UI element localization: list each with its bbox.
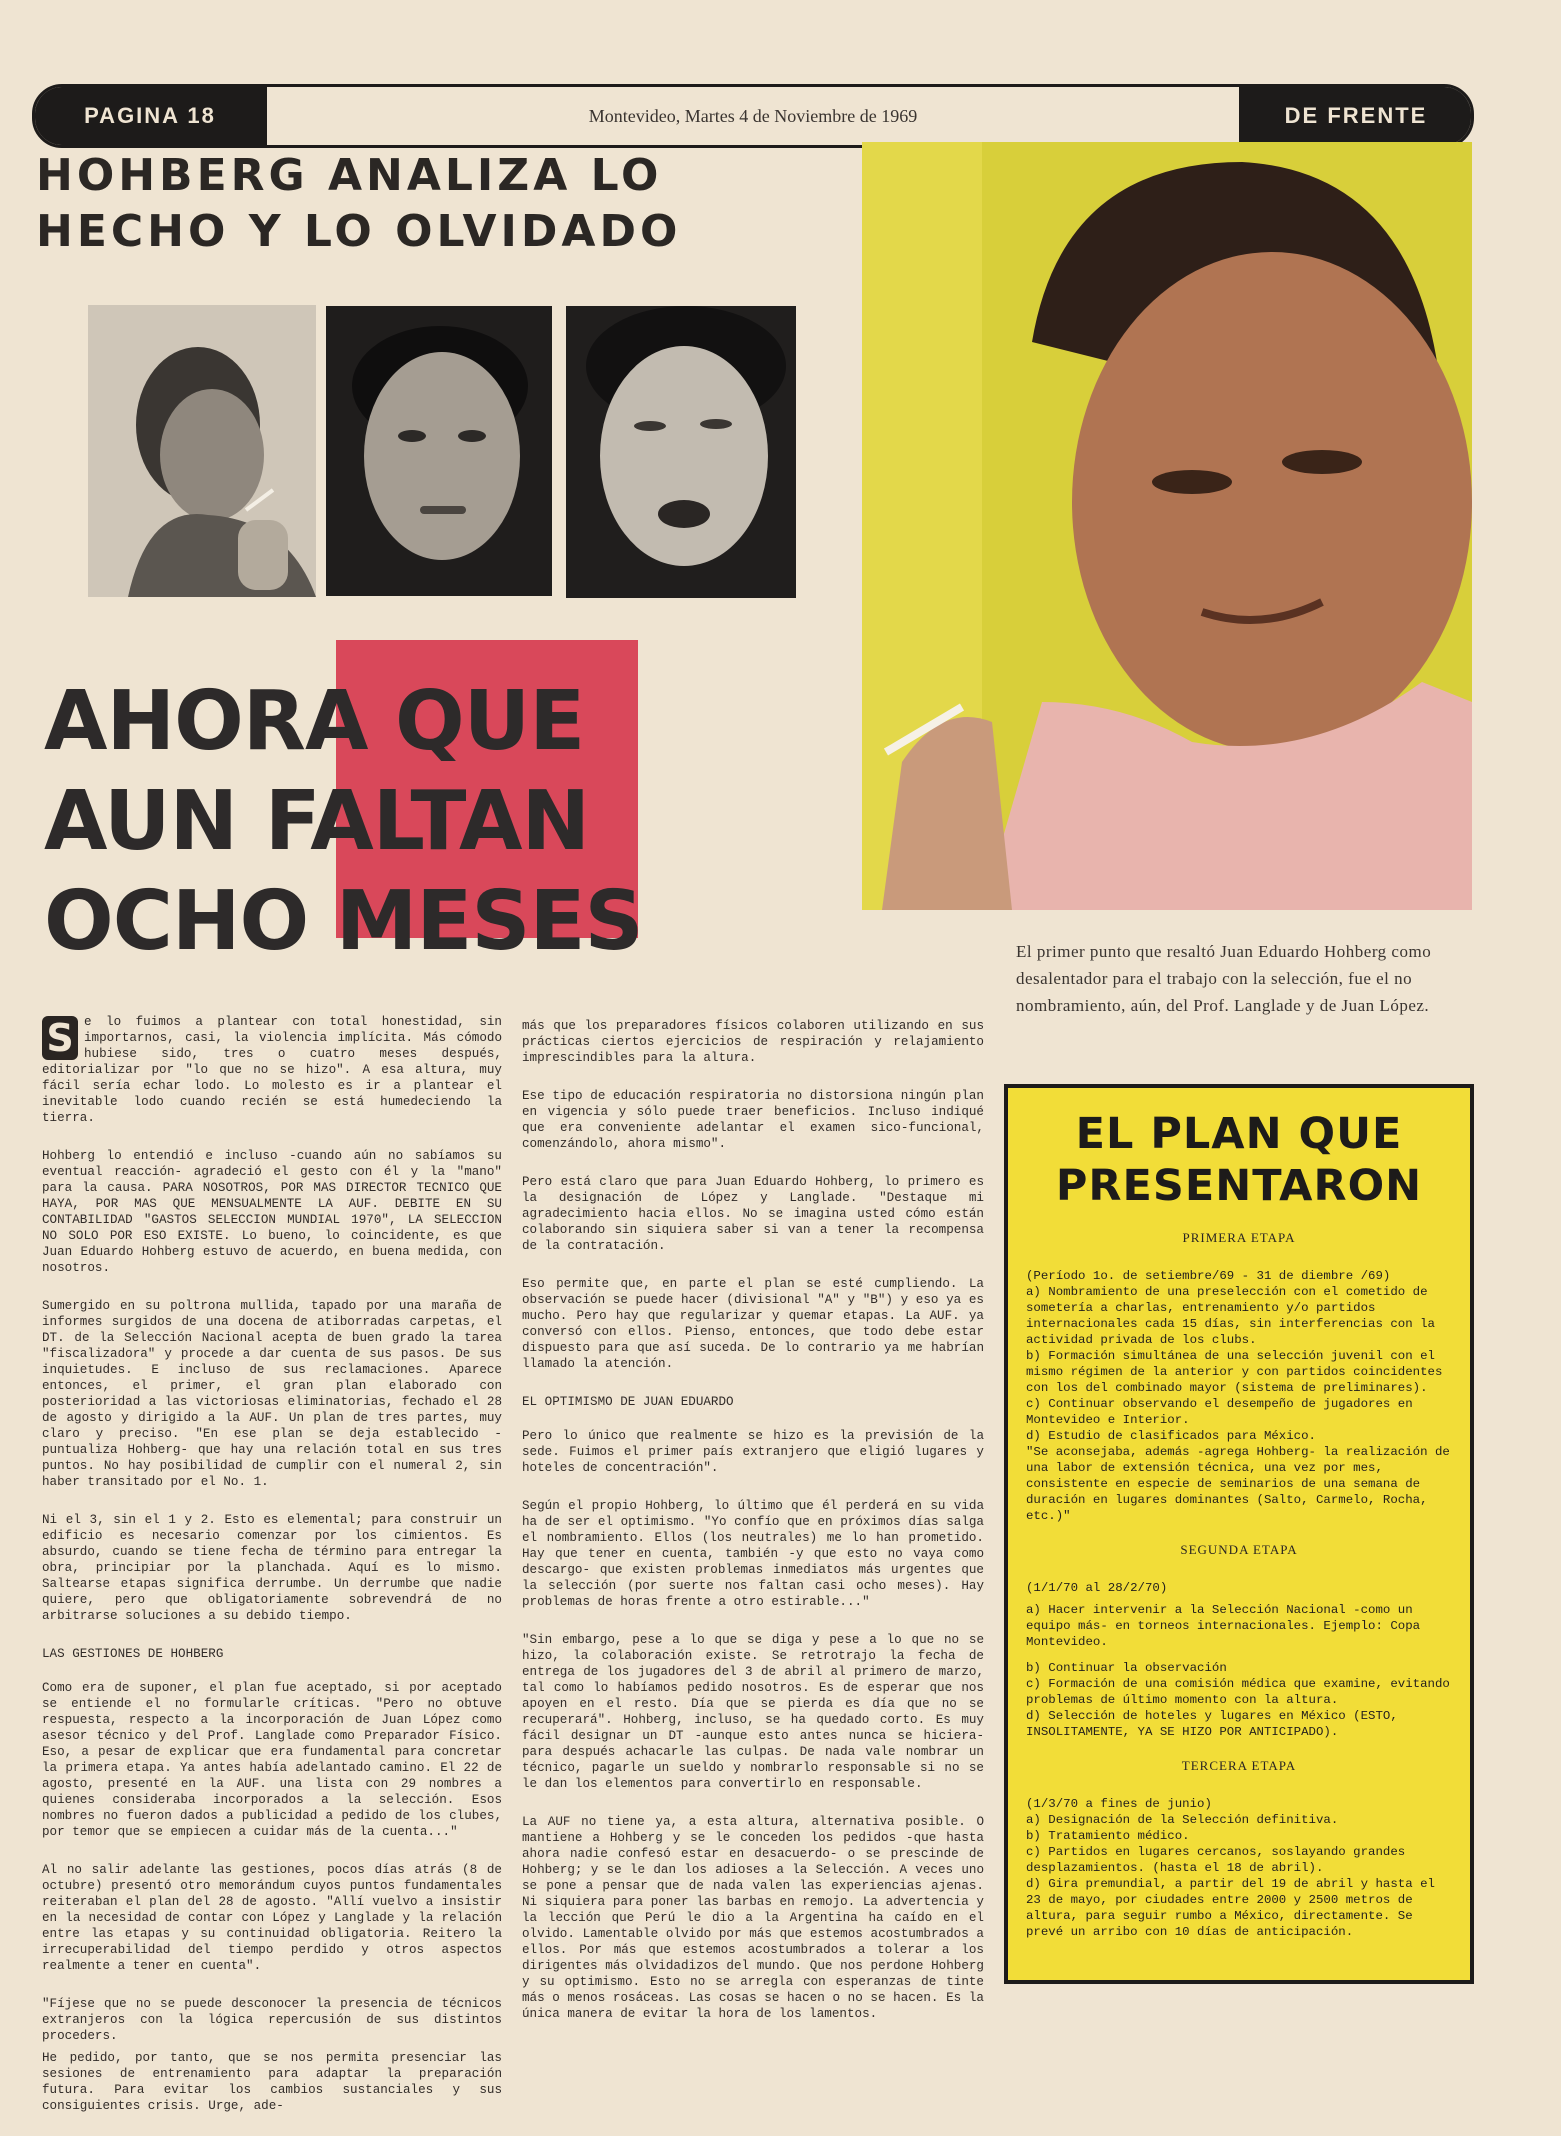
subheading: EL OPTIMISMO DE JUAN EDUARDO — [522, 1395, 734, 1409]
article-column-1 — [42, 1014, 502, 2136]
paragraph: Pero está claro que para Juan Eduardo Hohberg, lo primero es la designación de López y Langlade. "Destaque mi agradecimiento hacia ellos. No se imagina usted cómo están colaborando sin siquiera saber si van a tener la recompensa de la contratación. — [522, 1175, 984, 1253]
paragraph: Ni el 3, sin el 1 y 2. Esto es elemental; para construir un edificio es necesario comenzar por los cimientos. Es absurdo, cuando se tiene fecha de término para entregar la obra, principiar por la planchada. Aquí es lo mismo. Saltearse etapas significa derrumbe. Un derrumbe que nadie quiere, pero que obligatoriamente sobrevendrá de no arbitrarse soluciones a su debido tiempo. — [42, 1513, 502, 1623]
page-number: PAGINA 18 — [35, 87, 265, 145]
header-band — [32, 84, 1474, 148]
paragraph: más que los preparadores físicos colaboren utilizando en sus prácticas ciertos ejercicios de respiración y relajamiento imprescindibles para la altura. — [522, 1019, 984, 1065]
stage-3-body: (1/3/70 a fines de junio) a) Designación de la Selección definitiva. b) Tratamiento médico. c) Partidos en lugares cercanos, soslayando grandes desplazamientos. (hasta el 18 de abril). d) Gira premundial, a partir del 19 de abril y hasta el 23 de mayo, por ciudades entre 2000 y 2500 metros de altura, para seguir rumbo a México, directamente. Se prevé un arribo con 10 días de anticipación. — [1026, 1797, 1435, 1939]
paragraph: Como era de suponer, el plan fue aceptado, si por aceptado se entiende el no formularle críticas. "Pero no obtuve respuesta, respecto a la incorporación de Juan López como asesor técnico y del Prof. Langlade como Preparador Físico. Eso, a pesar de explicar que era fundamental para concretar la primera etapa. Ya antes había adelantado camino. El 22 de agosto, presenté en la AUF. una lista con 29 nombres a quienes consideraba incorporados a la selección. Esos nombres no fueron dados a publicidad a pedido de los clubes, por temor que se empiecen a cuidar más de la cuenta..." — [42, 1681, 502, 1839]
photo-smoking — [88, 305, 316, 597]
paragraph: He pedido, por tanto, que se nos permita presenciar las sesiones de entrenamiento para adaptar la preparación futura. Para evitar los cambios sustanciales y sus consiguientes crisis. Urge, ade- — [42, 2051, 502, 2113]
photo-portrait-tilted — [566, 306, 796, 598]
paragraph: La AUF no tiene ya, a esta altura, alternativa posible. O mantiene a Hohberg y se le conceden los pedidos -que hasta ahora nadie confesó estar en desacuerdo- o se prescinde de Hohberg; y se le dan los adioses a la Selección. A veces uno se pone a pensar que de nada valen las experiencias ajenas. Ni siquiera para poner las barbas en remojo. La advertencia y la lección que Perú le dio a la Argentina ha caído en el olvido. Lamentable olvido por más que estemos acostumbrados a ellos. Por más que estemos acostumbrados a tolerar a los dirigentes más olvidadizos del mundo. Que nos perdone Hohberg y su optimismo. Esto no se arregla con esperanzas de tinte más o menos rosáceas. Las cosas se hacen o no se hacen. Es la única manera de evitar la hora de los lamentos. — [522, 1815, 984, 2021]
paragraph: Hohberg lo entendió e incluso -cuando aún no sabíamos su eventual reacción- agradeció el gesto con él y la "mano" para la causa. PARA NOSOTROS, POR MAS DIRECTOR TECNICO QUE HAYA, POR MAS QUE MENSUALMENTE LA AUF. DEBITE EN SU CONTABILIDAD "GASTOS SELECCION MUNDIAL 1970", LA SELECCION NO SOLO POR ESO EXISTE. Lo bueno, lo coincidente, es que Juan Eduardo Hohberg estuvo de acuerdo, en buena medida, con nosotros. — [42, 1149, 502, 1275]
paragraph: Según el propio Hohberg, lo último que él perderá en su vida ha de ser el optimismo. "Yo confío que en próximos días salga el nombramiento. Ellos (los neutrales) me lo han prometido. Hay que tener en cuenta, también -y que esto no vaya como descargo- que existen problemas inmediatos más urgentes que la selección (por suerte nos faltan casi ocho meses). Hay problemas de horas frente a otro estirable..." — [522, 1499, 984, 1609]
newspaper-name: DE FRENTE — [1241, 87, 1471, 145]
stage-3-heading: TERCERA ETAPA — [1181, 1758, 1297, 1773]
stage-2-heading: SEGUNDA ETAPA — [1180, 1542, 1298, 1557]
subheading: LAS GESTIONES DE HOHBERG — [42, 1647, 224, 1661]
plan-box — [1004, 1084, 1474, 1984]
headline-main — [44, 672, 824, 972]
stage-2-body: (1/1/70 al 28/2/70) a) Hacer intervenir a la Selección Nacional -como un equipo más- en torneos internacionales. Ejemplo: Copa Montevideo. b) Continuar la observación c) Formación de una comisión médica que examine, evitando problemas de último momento con la altura. d) Selección de hoteles y lugares en México (ESTO, INSOLITAMENTE, YA SE HIZO POR ANTICIPADO). — [1026, 1581, 1450, 1739]
paragraph: "Fíjese que no se puede desconocer la presencia de técnicos extranjeros con la lógica repercusión de sus distintos proceders. — [42, 1997, 502, 2043]
stage-1-body: (Período 1o. de setiembre/69 - 31 de diembre /69) a) Nombramiento de una preselección con el cometido de sometería a charlas, entrenamiento y/o partidos internacionales cada 15 días, sin interferencias con la actividad privada de los clubs. b) Formación simultánea de una selección juvenil con el mismo régimen de la anterior y con partidos coincidentes con los del combinado mayor (sistema de preliminares). c) Continuar observando el desempeño de jugadores en Montevideo e Interior. d) Estudio de clasificados para México. "Se aconsejaba, además -agrega Hohberg- la realización de una labor de extensión técnica, una vez por mes, consistente en especie de seminarios de una semana de duración en lugares dominantes (Salto, Carmelo, Rocha, etc.)" — [1026, 1269, 1450, 1523]
headline-main-line-3: OCHO MESES — [44, 874, 643, 969]
paragraph: Pero lo único que realmente se hizo es la previsión de la sede. Fuimos el primer país extranjero que eligió lugares y hoteles de concentración". — [522, 1429, 984, 1475]
dateline: Montevideo, Martes 4 de Noviembre de 1969 — [265, 87, 1241, 145]
photo-caption: El primer punto que resaltó Juan Eduardo Hohberg como desalentador para el trabajo con la selección, fue el no nombramiento, aún, del Prof. Langlade y de Juan López. — [1016, 942, 1432, 1015]
dropcap: S — [42, 1016, 78, 1060]
article-column-2 — [522, 1018, 984, 2044]
stage-1-heading: PRIMERA ETAPA — [1182, 1230, 1296, 1245]
headline-main-line-2: AUN FALTAN — [44, 774, 590, 869]
paragraph: Sumergido en su poltrona mullida, tapado por una maraña de informes surgidos de una docena de atiborradas carpetas, el DT. de la Selección Nacional acepta de buen grado la tarea "fiscalizadora" y procede a dar cuenta de sus pasos. De sus inquietudes. E incluso de sus reclamaciones. Aparece entonces, el primer, el gran plan elaborado con posterioridad a las victoriosas eliminatorias, fechado el 28 de agosto y dirigido a la AUF. Un plan de tres partes, muy claro y preciso. "En ese plan se deja establecido -puntualiza Hohberg- que hay una relación total en sus tres puntos. No hay posibilidad de cumplir con el numeral 2, sin haber transitado por el No. 1. — [42, 1299, 502, 1489]
photo-portrait-front — [326, 306, 552, 596]
paragraph: "Sin embargo, pese a lo que se diga y pese a lo que no se hizo, la colaboración existe. Se retrotrajo la fecha de entrega de los jugadores del 3 de abril al primero de marzo, tal como lo habíamos pedido nosotros. Es de esperar que nos apoyen en el resto. Día que se pierda es día que no se recuperará". Hohberg, incluso, se ha quedado corto. Es muy fácil designar un DT -aunque esto antes nunca se hiciera- para después achacarle las culpas. De nada vale nombrar un técnico, pagarle un sueldo y nombrarlo responsable si no se le dan los elementos para convertirlo en responsable. — [522, 1633, 984, 1791]
paragraph: Ese tipo de educación respiratoria no distorsiona ningún plan en vigencia y sólo puede traer beneficios. Incluso indiqué que era conveniente adelantar el examen sico-funcional, comenzándolo, ahora mismo". — [522, 1089, 984, 1151]
plan-title: EL PLAN QUE PRESENTARON — [1055, 1109, 1423, 1211]
headline-top-line-1: HOHBERG ANALIZA LO — [36, 150, 663, 201]
headline-main-line-1: AHORA QUE — [44, 674, 585, 769]
paragraph: Eso permite que, en parte el plan se esté cumpliendo. La observación se puede hacer (divisional "A" y "B") y eso ya es mucho. Pero hay que regularizar y quemar etapas. La AUF. ya conversó con ellos. Pienso, entonces, que todo debe estar dispuesto para que así suceda. De lo contrario ya me habrían llamado la atención. — [522, 1277, 984, 1371]
paragraph: Al no salir adelante las gestiones, pocos días atrás (8 de octubre) presentó otro memorándum cuyos puntos fundamentales reiteraban el plan del 28 de agosto. "Allí vuelvo a insistir en la necesidad de contar con López y Langlade y la relación entre las etapas y su continuidad obligatoria. Reitero la irrecuperabilidad del tiempo perdido y otros aspectos realmente a tener en cuenta". — [42, 1863, 502, 1973]
photo-hohberg-color — [862, 142, 1472, 910]
headline-top-line-2: HECHO Y LO OLVIDADO — [36, 206, 682, 257]
paragraph: S e lo fuimos a plantear con total honestidad, sin importarnos, casi, la violencia implícita. Más cómodo hubiese sido, tres o cuatro meses después, editorializar por "lo que no se hizo". A esa altura, muy fácil sería echar lodo. Lo molesto es ir a plantear el inevitable lodo cuando recién se está humedeciendo la tierra. — [42, 1015, 502, 1125]
headline-top — [36, 148, 856, 260]
